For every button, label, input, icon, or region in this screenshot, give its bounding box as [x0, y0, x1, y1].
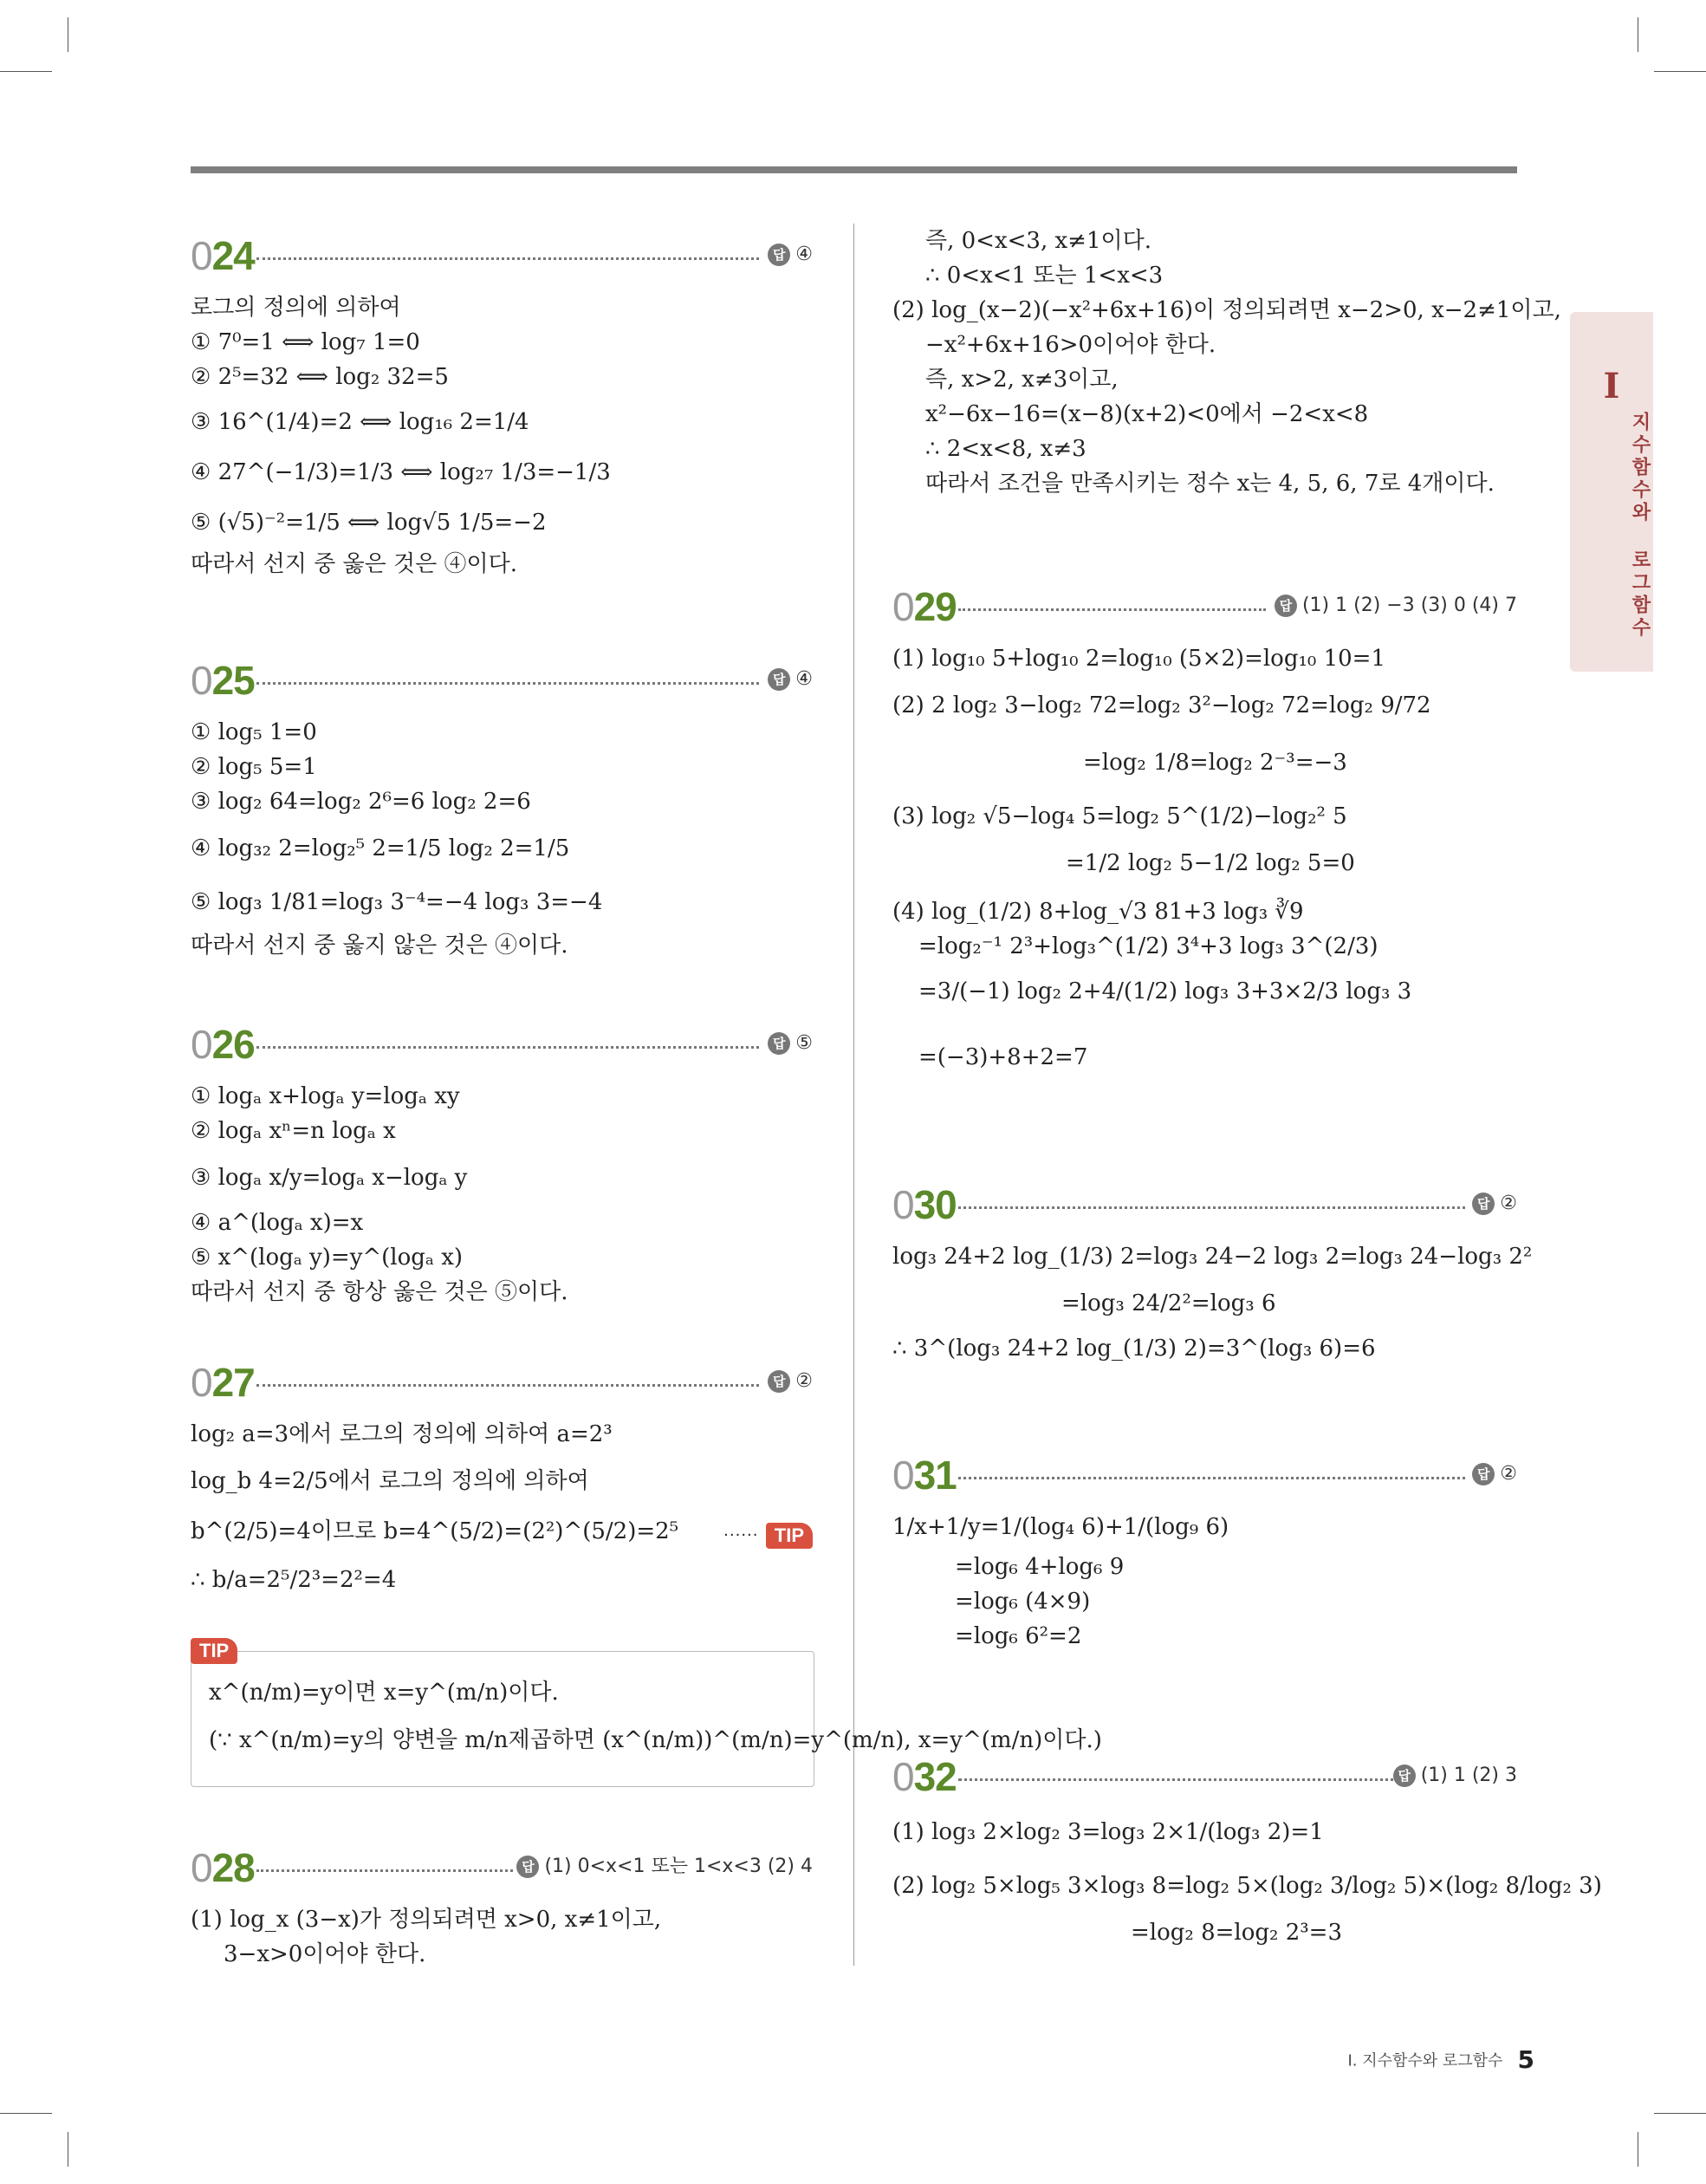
- solution-line: (1) log₃ 2×log₂ 3=log₃ 2×1/(log₃ 2)=1: [892, 1819, 1324, 1845]
- solution-line: ∴ 0<x<1 또는 1<x<3: [925, 263, 1164, 289]
- problem-number: 032: [892, 1754, 957, 1799]
- problem-header: [892, 1449, 1517, 1501]
- problem-number: 029: [892, 584, 957, 629]
- solution-body: [892, 1815, 1602, 1950]
- solution-line: (1) log_x (3−x)가 정의되려면 x>0, x≠1이고,: [191, 1907, 662, 1933]
- leader-dots: [256, 1384, 759, 1387]
- solution-line: 따라서 선지 중 옳지 않은 것은 ④이다.: [191, 933, 568, 959]
- solution-line: =log₂ 8=log₂ 2³=3: [1131, 1920, 1343, 1946]
- solution-line: =log₆ (4×9): [955, 1589, 1091, 1615]
- solution-line: ② logₐ xⁿ=n logₐ x: [191, 1118, 396, 1144]
- solution-line: ① 7⁰=1 ⟺ log₇ 1=0: [191, 329, 420, 355]
- solution-body: [191, 1417, 813, 1597]
- solution-line: ② 2⁵=32 ⟺ log₂ 32=5: [191, 364, 449, 390]
- solution-line: =3/(−1) log₂ 2+4/(1/2) log₃ 3+3×2/3 log₃ 3: [918, 978, 1412, 1004]
- answer-label: 답 ②: [1472, 1189, 1517, 1219]
- answer-mark-icon: 답: [516, 1856, 539, 1878]
- answer-mark-icon: 답: [1472, 1463, 1495, 1485]
- solution-line: ⑤ (√5)⁻²=1/5 ⟺ log√5 1/5=−2: [191, 510, 547, 536]
- leader-dots: [256, 682, 759, 685]
- problem-031: [892, 1449, 1517, 1654]
- problem-number: 031: [892, 1453, 957, 1498]
- leader-dots: [958, 1477, 1465, 1479]
- problem-number: 030: [892, 1182, 957, 1227]
- solution-line: 즉, 0<x<3, x≠1이다.: [925, 228, 1151, 254]
- answer-mark-icon: 답: [768, 668, 790, 691]
- solution-line: =log₆ 4+log₆ 9: [955, 1554, 1125, 1580]
- solution-line: =log₃ 24/2²=log₃ 6: [1061, 1290, 1276, 1316]
- solution-line: =(−3)+8+2=7: [918, 1044, 1088, 1070]
- problem-026: [191, 1018, 813, 1310]
- solution-line: =1/2 log₂ 5−1/2 log₂ 5=0: [1066, 850, 1355, 876]
- solution-line: −x²+6x+16>0이어야 한다.: [925, 332, 1216, 358]
- answer-label: 답 ⑤: [768, 1029, 813, 1058]
- solution-line: =log₂ 1/8=log₂ 2⁻³=−3: [1083, 750, 1347, 776]
- solution-line: ③ 16^(1/4)=2 ⟺ log₁₆ 2=1/4: [191, 409, 529, 435]
- answer-label: 답 ④: [768, 240, 813, 270]
- answer-mark-icon: 답: [1472, 1193, 1495, 1215]
- solution-line: ⑤ x^(logₐ y)=y^(logₐ x): [191, 1245, 464, 1271]
- crop-mark: [1654, 2113, 1706, 2114]
- header-rule: [191, 166, 1517, 173]
- solution-line: log₃ 24+2 log_(1/3) 2=log₃ 24−2 log₃ 2=log₃ 24−log₃ 2²: [892, 1244, 1533, 1270]
- problem-number: 025: [191, 658, 255, 703]
- answer-mark-icon: 답: [768, 1032, 790, 1055]
- answer-label: 답 (1) 1 (2) −3 (3) 0 (4) 7: [1275, 591, 1517, 621]
- chapter-number: I: [1603, 366, 1620, 406]
- tip-badge: TIP: [191, 1638, 237, 1664]
- problem-032: [892, 1751, 1602, 1950]
- problem-024: [191, 230, 813, 582]
- leader-dots: [256, 1869, 513, 1872]
- tip-pointer: [723, 1518, 813, 1553]
- solution-line: log₂ a=3에서 로그의 정의에 의하여 a=2³: [191, 1421, 613, 1447]
- solution-line: (2) log_(x−2)(−x²+6x+16)이 정의되려면 x−2>0, x−2≠1이고,: [892, 297, 1561, 323]
- problem-header: [191, 1356, 813, 1408]
- solution-body: [191, 715, 813, 963]
- page-number: 5: [1517, 2045, 1534, 2074]
- solution-line: x²−6x−16=(x−8)(x+2)<0에서 −2<x<8: [925, 401, 1369, 427]
- problem-header: [191, 230, 813, 282]
- answer-label: 답 (1) 0<x<1 또는 1<x<3 (2) 4: [516, 1852, 813, 1882]
- solution-line: =log₂⁻¹ 2³+log₃^(1/2) 3⁴+3 log₃ 3^(2/3): [918, 933, 1378, 959]
- answer-mark-icon: 답: [768, 1370, 790, 1393]
- solution-line: (3) log₂ √5−log₄ 5=log₂ 5^(1/2)−log₂² 5: [892, 803, 1347, 829]
- problem-028-continued: [892, 224, 1561, 501]
- chapter-side-tab: [1570, 312, 1653, 672]
- solution-line: ① log₅ 1=0: [191, 719, 317, 745]
- solution-line: (4) log_(1/2) 8+log_√3 81+3 log₃ ∛9: [892, 899, 1304, 925]
- solution-line: (2) log₂ 5×log₅ 3×log₃ 8=log₂ 5×(log₂ 3/log₂ 5)×(log₂ 8/log₂ 3): [892, 1873, 1602, 1899]
- page-footer: [1347, 2045, 1534, 2074]
- problem-029: [892, 581, 1517, 1075]
- crop-mark: [0, 71, 52, 72]
- answer-label: 답 ②: [1472, 1459, 1517, 1489]
- leader-dots: [958, 1778, 1400, 1781]
- problem-header: [892, 581, 1517, 633]
- solution-line: =log₆ 6²=2: [955, 1623, 1082, 1649]
- solution-line: ① logₐ x+logₐ y=logₐ xy: [191, 1083, 460, 1109]
- tip-line: (∵ x^(n/m)=y의 양변을 m/n제곱하면 (x^(n/m))^(m/n)=y^(m/n), x=y^(m/n)이다.): [209, 1727, 1102, 1753]
- problem-header: [892, 1751, 1517, 1803]
- solution-line: (2) 2 log₂ 3−log₂ 72=log₂ 3²−log₂ 72=log₂ 9/72: [892, 692, 1431, 718]
- answer-label: 답 ④: [768, 665, 813, 694]
- problem-025: [191, 654, 813, 963]
- problem-number: 024: [191, 233, 255, 278]
- answer-mark-icon: 답: [768, 244, 790, 266]
- solution-body: [892, 641, 1517, 1075]
- solution-body: [892, 1239, 1533, 1366]
- solution-text: b^(2/5)=4이므로 b=4^(5/2)=(2²)^(5/2)=2⁵: [191, 1518, 679, 1544]
- crop-mark: [1654, 71, 1706, 72]
- solution-line: 3−x>0이어야 한다.: [224, 1941, 426, 1967]
- solution-body: [191, 290, 813, 582]
- problem-header: [191, 1018, 813, 1070]
- problem-027: [191, 1356, 813, 1597]
- solution-body: [191, 1079, 813, 1310]
- answer-label: 답 ②: [768, 1367, 813, 1396]
- problem-header: [191, 1842, 813, 1894]
- solution-line: ② log₅ 5=1: [191, 754, 317, 780]
- leader-dots: [958, 608, 1266, 611]
- problem-header: [191, 654, 813, 706]
- problem-030: [892, 1179, 1533, 1366]
- tip-pointer-dots: ······: [723, 1526, 759, 1544]
- solution-line: 따라서 선지 중 항상 옳은 것은 ⑤이다.: [191, 1279, 568, 1305]
- problem-number: 027: [191, 1360, 255, 1405]
- answer-label: 답 (1) 1 (2) 3: [1393, 1761, 1517, 1791]
- solution-line: 1/x+1/y=1/(log₄ 6)+1/(log₉ 6): [892, 1514, 1229, 1540]
- solution-body: [892, 1510, 1517, 1654]
- problem-number: 026: [191, 1022, 255, 1067]
- solution-line: 따라서 조건을 만족시키는 정수 x는 4, 5, 6, 7로 4개이다.: [925, 471, 1495, 497]
- solution-line: 즉, x>2, x≠3이고,: [925, 367, 1119, 393]
- solution-line: ∴ 3^(log₃ 24+2 log_(1/3) 2)=3^(log₃ 6)=6: [892, 1336, 1376, 1362]
- solution-line: [191, 1514, 813, 1549]
- leader-dots: [256, 257, 759, 260]
- solution-line: ③ log₂ 64=log₂ 2⁶=6 log₂ 2=6: [191, 789, 531, 815]
- tip-line: x^(n/m)=y이면 x=y^(m/n)이다.: [209, 1680, 559, 1706]
- problem-number: 028: [191, 1845, 255, 1890]
- solution-line: ③ logₐ x/y=logₐ x−logₐ y: [191, 1165, 468, 1191]
- leader-dots: [256, 1046, 759, 1049]
- solution-line: ④ log₃₂ 2=log₂⁵ 2=1/5 log₂ 2=1/5: [191, 835, 570, 861]
- solution-line: ∴ 2<x<8, x≠3: [925, 436, 1087, 462]
- crop-mark: [0, 2113, 52, 2114]
- solution-line: 로그의 정의에 의하여: [191, 295, 401, 321]
- answer-mark-icon: 답: [1275, 595, 1297, 617]
- solution-line: ④ 27^(−1/3)=1/3 ⟺ log₂₇ 1/3=−1/3: [191, 459, 611, 485]
- solution-line: (1) log₁₀ 5+log₁₀ 2=log₁₀ (5×2)=log₁₀ 10=1: [892, 646, 1385, 672]
- answer-mark-icon: 답: [1393, 1765, 1416, 1787]
- chapter-title: 지수함수와 로그함수: [1629, 412, 1651, 640]
- leader-dots: [958, 1206, 1465, 1209]
- solution-line: ⑤ log₃ 1/81=log₃ 3⁻⁴=−4 log₃ 3=−4: [191, 889, 603, 915]
- solution-body: [191, 1902, 813, 1972]
- problem-header: [892, 1179, 1517, 1231]
- tip-badge: TIP: [766, 1523, 813, 1549]
- problem-028: [191, 1842, 813, 1972]
- footer-section-title: I. 지수함수와 로그함수: [1347, 2051, 1503, 2070]
- solution-line: log_b 4=2/5에서 로그의 정의에 의하여: [191, 1468, 589, 1494]
- solution-line: 따라서 선지 중 옳은 것은 ④이다.: [191, 551, 517, 577]
- solution-line: ∴ b/a=2⁵/2³=2²=4: [191, 1567, 397, 1593]
- solution-line: ④ a^(logₐ x)=x: [191, 1210, 364, 1236]
